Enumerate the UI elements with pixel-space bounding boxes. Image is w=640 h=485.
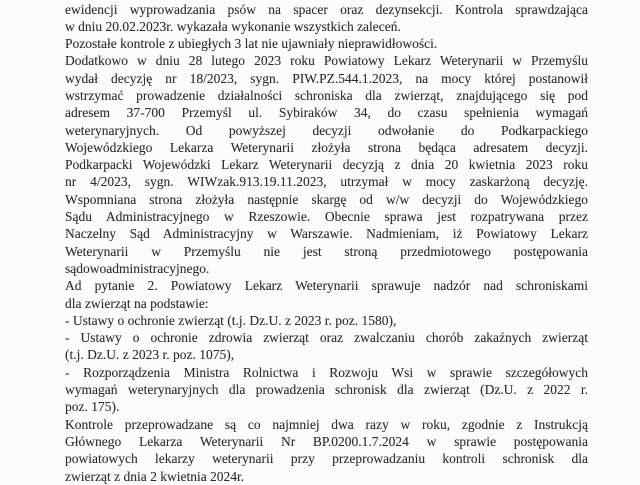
document-text-block [65, 1, 588, 485]
document-line: weterynaryjnych. Od powyższej decyzji odwołanie do Podkarpackiego [65, 122, 588, 138]
document-line: nr 4/2023, sygn. WIWzak.913.19.11.2023, utrzymał w mocy zaskarżoną decyzję. [65, 174, 588, 190]
document-line: Wojewódzkiego Lekarza Weterynarii złożyła strona będąca adresatem decyzji. [65, 139, 588, 155]
document-line: zwierząt z dnia 2 kwietnia 2024r. [65, 468, 245, 484]
document-line: wstrzymać prowadzenie działalności schroniska dla zwierząt, znajdującego się pod [65, 87, 588, 103]
document-line: Weterynarii w Przemyślu nie jest stroną przedmiotowego postępowania [65, 243, 588, 259]
document-line: Ad pytanie 2. Powiatowy Lekarz Weterynarii sprawuje nadzór nad schroniskami [65, 278, 588, 294]
document-line: adresem 37-700 Przemyśl ul. Sybiraków 34, do czasu spełnienia wymagań [65, 105, 588, 121]
document-line: - Rozporządzenia Ministra Rolnictwa i Rozwoju Wsi w sprawie szczegółowych [65, 364, 588, 380]
document-line: dla zwierząt na podstawie: [65, 295, 209, 311]
document-line: Głównego Lekarza Weterynarii Nr BP.0200.1.7.2024 w sprawie postępowania [65, 433, 588, 449]
document-line: wymagań weterynaryjnych dla prowadzenia schronisk dla zwierząt (Dz.U. z 2022 r. [65, 382, 588, 398]
document-line: w dniu 20.02.2023r. wykazała wykonanie wszystkich zaleceń. [65, 18, 401, 34]
document-line: - Ustawy o ochronie zdrowia zwierząt oraz zwalczaniu chorób zakaźnych zwierząt [65, 330, 588, 346]
document-line: Wspomniana strona złożyła następnie skargę od w/w decyzji do Wojewódzkiego [65, 191, 588, 207]
document-line: Dodatkowo w dniu 28 lutego 2023 roku Powiatowy Lekarz Weterynarii w Przemyślu [65, 53, 588, 69]
document-line: Podkarpacki Wojewódzki Lekarz Weterynarii decyzją z dnia 20 kwietnia 2023 roku [65, 157, 588, 173]
document-line: - Ustawy o ochronie zwierząt (t.j. Dz.U. z 2023 r. poz. 1580), [65, 312, 397, 328]
document-line: Sądu Administracyjnego w Rzeszowie. Obecnie sprawa jest rozpatrywana przez [65, 209, 588, 225]
document-line: wydał decyzję nr 18/2023, sygn. PIW.PZ.544.1.2023, na mocy której postanowił [65, 70, 588, 86]
document-line: ewidencji wyprowadzania psów na spacer oraz dezynsekcji. Kontrola sprawdzająca [65, 1, 588, 17]
document-line: (t.j. Dz.U. z 2023 r. poz. 1075), [65, 347, 235, 363]
document-line: poz. 175). [65, 399, 120, 415]
document-line: Pozostałe kontrole z ubiegłych 3 lat nie ujawniały nieprawidłowości. [65, 36, 438, 52]
document-line: sądowoadministracyjnego. [65, 260, 210, 276]
document-line: Kontrole przeprowadzane są co najmniej dwa razy w roku, zgodnie z Instrukcją [65, 416, 588, 432]
document-line: Naczelny Sąd Administracyjny w Warszawie. Nadmieniam, iż Powiatowy Lekarz [65, 226, 588, 242]
document-line: powiatowych lekarzy weterynarii przy przeprowadzaniu kontroli schronisk dla [65, 451, 588, 467]
